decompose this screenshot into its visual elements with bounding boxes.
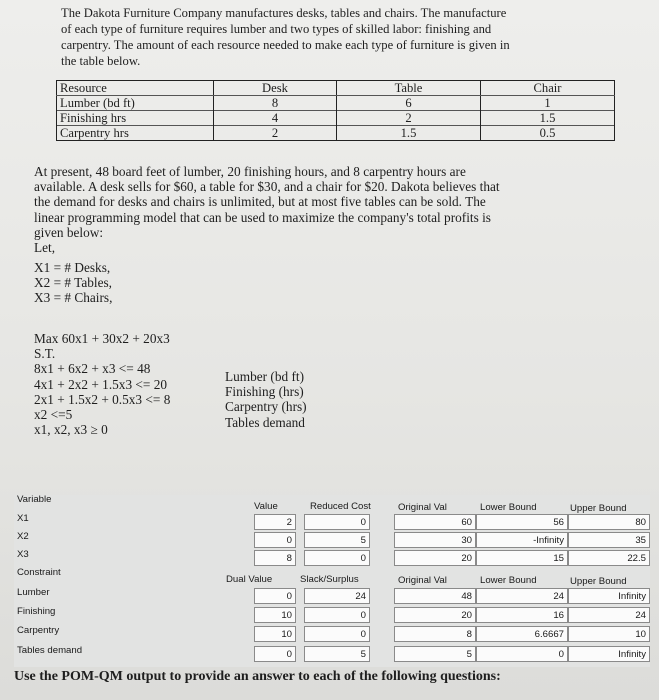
table-cell: 0.5 (481, 126, 615, 141)
intro-line: The Dakota Furniture Company manufactures desks, tables and chairs. The manufacture (61, 6, 507, 20)
upper-bound-cell: 35 (568, 532, 650, 548)
table-cell: 1 (481, 96, 615, 111)
intro-line: carpentry. The amount of each resource needed to make each type of furniture is given in (61, 38, 510, 52)
header-lower-bound: Lower Bound (480, 575, 537, 586)
original-val-cell: 8 (394, 626, 476, 642)
lower-bound-cell: 16 (476, 607, 568, 623)
table-cell: 4 (214, 111, 337, 126)
header-constraint: Constraint (17, 567, 61, 578)
header-original-val: Original Val (398, 575, 447, 586)
table-cell: 1.5 (337, 126, 481, 141)
original-val-cell: 30 (394, 532, 476, 548)
pomqm-output (14, 495, 650, 667)
header-reduced-cost: Reduced Cost (310, 501, 371, 512)
variable-line: X1 = # Desks, (34, 260, 111, 275)
header-table: Table (337, 81, 481, 96)
lower-bound-cell: 6.6667 (476, 626, 568, 642)
upper-bound-cell: Infinity (568, 646, 650, 662)
reduced-cost-cell: 0 (304, 550, 370, 566)
table-cell: Finishing hrs (57, 111, 214, 126)
nonnegativity-line: x1, x2, x3 ≥ 0 (34, 422, 108, 438)
dual-value-cell: 10 (254, 626, 296, 642)
constraint-labels (225, 369, 307, 430)
header-original-val: Original Val (398, 502, 447, 513)
lower-bound-cell: -Infinity (476, 532, 568, 548)
resource-table-header (57, 81, 615, 96)
variable-line: X2 = # Tables, (34, 275, 112, 290)
footer-instruction: Use the POM-QM output to provide an answer to each of the following questions: (14, 669, 501, 684)
upper-bound-cell: 10 (568, 626, 650, 642)
header-resource: Resource (57, 81, 214, 96)
intro-line: of each type of furniture requires lumber and two types of skilled labor: finishing and (61, 22, 492, 36)
header-chair: Chair (481, 81, 615, 96)
variable-name: X2 (17, 531, 29, 542)
lower-bound-cell: 15 (476, 550, 568, 566)
variable-line: X3 = # Chairs, (34, 290, 113, 305)
original-val-cell: 20 (394, 550, 476, 566)
variable-header-row (14, 495, 650, 512)
constraint-name: Finishing (17, 606, 56, 617)
lower-bound-cell: 56 (476, 514, 568, 530)
header-upper-bound: Upper Bound (570, 576, 627, 587)
header-upper-bound: Upper Bound (570, 503, 627, 514)
constraint-label: Tables demand (225, 414, 305, 430)
table-row (14, 607, 650, 624)
slack-cell: 5 (304, 646, 370, 662)
upper-bound-cell: Infinity (568, 588, 650, 604)
reduced-cost-cell: 0 (304, 514, 370, 530)
resource-table (56, 80, 615, 141)
header-variable: Variable (17, 494, 52, 505)
let-label: Let, (34, 240, 56, 256)
header-slack-surplus: Slack/Surplus (300, 574, 359, 585)
dual-value-cell: 0 (254, 588, 296, 604)
table-cell: 6 (337, 96, 481, 111)
header-dual-value: Dual Value (226, 574, 273, 585)
constraint-label: Finishing (hrs) (225, 384, 304, 400)
constraint-name: Tables demand (17, 645, 83, 656)
objective-function: Max 60x1 + 30x2 + 20x3 (34, 331, 170, 346)
original-val-cell: 5 (394, 646, 476, 662)
intro-line: the table below. (61, 54, 141, 68)
reduced-cost-cell: 5 (304, 532, 370, 548)
constraint-name: Carpentry (17, 625, 60, 636)
dual-value-cell: 0 (254, 646, 296, 662)
constraint-line: 4x1 + 2x2 + 1.5x3 <= 20 (34, 376, 168, 392)
upper-bound-cell: 22.5 (568, 550, 650, 566)
value-cell: 0 (254, 532, 296, 548)
table-row (14, 532, 650, 549)
problem-paragraph (34, 164, 587, 255)
paragraph-line: At present, 48 board feet of lumber, 20 finishing hours, and 8 carpentry hours are (34, 164, 466, 179)
subject-to-label: S.T. (34, 346, 56, 362)
table-row (57, 126, 615, 141)
constraint-line: 8x1 + 6x2 + x3 <= 48 (34, 361, 151, 377)
original-val-cell: 20 (394, 607, 476, 623)
table-cell: Carpentry hrs (57, 126, 214, 141)
table-row (14, 514, 650, 531)
table-row (14, 550, 650, 567)
header-lower-bound: Lower Bound (480, 502, 537, 513)
paragraph-line: given below: (34, 224, 104, 240)
table-cell: 2 (337, 111, 481, 126)
variable-name: X3 (17, 549, 29, 560)
upper-bound-cell: 80 (568, 514, 650, 530)
value-cell: 2 (254, 514, 296, 530)
header-desk: Desk (214, 81, 337, 96)
lower-bound-cell: 0 (476, 646, 568, 662)
table-row (57, 111, 615, 126)
table-row (14, 646, 650, 663)
slack-cell: 0 (304, 626, 370, 642)
constraint-line: x2 <=5 (34, 407, 73, 423)
table-row (14, 588, 650, 605)
header-value: Value (254, 501, 278, 512)
intro-text (61, 5, 581, 69)
paragraph-line: the demand for desks and chairs is unlimited, but at most five tables can be sold. The (34, 194, 486, 210)
table-row (57, 96, 615, 111)
table-cell: 8 (214, 96, 337, 111)
variable-name: X1 (17, 513, 29, 524)
lp-model (34, 331, 170, 437)
paragraph-line: linear programming model that can be used to maximize the company's total profits is (34, 209, 491, 225)
constraint-name: Lumber (17, 587, 50, 598)
slack-cell: 24 (304, 588, 370, 604)
table-cell: 1.5 (481, 111, 615, 126)
variable-definitions (34, 260, 112, 305)
paragraph-line: available. A desk sells for $60, a table for $30, and a chair for $20. Dakota believes that (34, 179, 500, 195)
table-cell: 2 (214, 126, 337, 141)
original-val-cell: 48 (394, 588, 476, 604)
slack-cell: 0 (304, 607, 370, 623)
constraint-line: 2x1 + 1.5x2 + 0.5x3 <= 8 (34, 391, 171, 407)
upper-bound-cell: 24 (568, 607, 650, 623)
value-cell: 8 (254, 550, 296, 566)
constraint-header-row (14, 568, 650, 585)
dual-value-cell: 10 (254, 607, 296, 623)
lower-bound-cell: 24 (476, 588, 568, 604)
constraint-label: Carpentry (hrs) (225, 399, 307, 415)
constraint-label: Lumber (bd ft) (225, 369, 305, 384)
table-row (14, 626, 650, 643)
original-val-cell: 60 (394, 514, 476, 530)
table-cell: Lumber (bd ft) (57, 96, 214, 111)
